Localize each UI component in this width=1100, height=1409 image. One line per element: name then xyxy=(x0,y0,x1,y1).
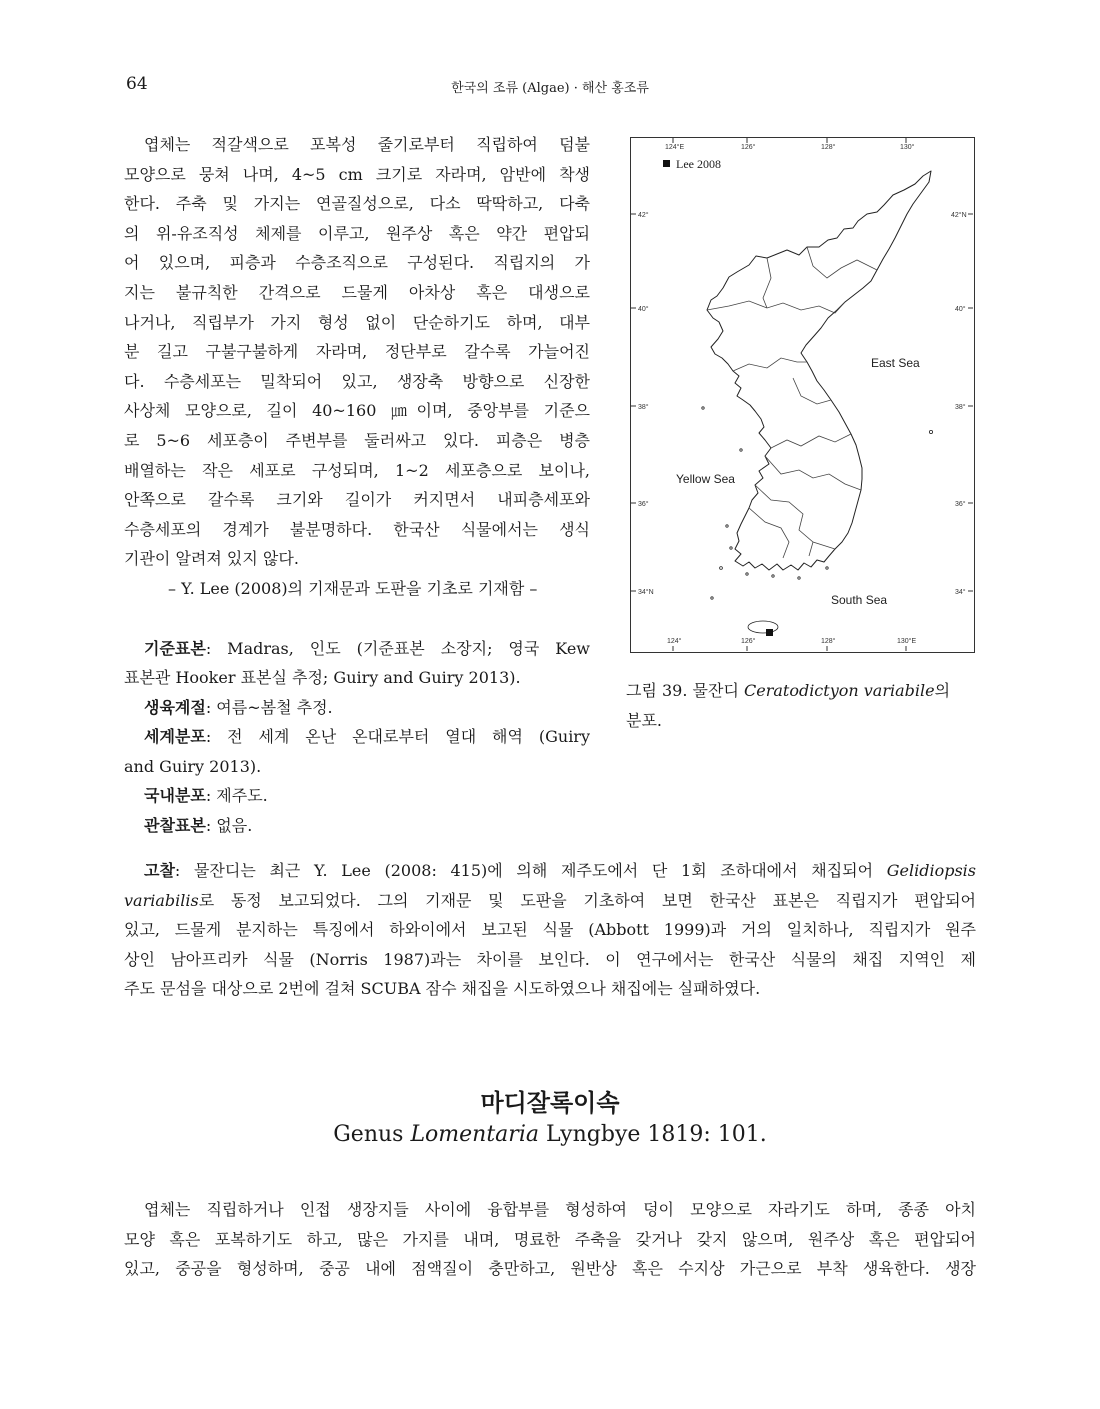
description-line: 로 5~6 세포층이 주변부를 둘러싸고 있다. 피층은 병층 xyxy=(124,430,590,450)
description-line: 다. 수층세포는 밀착되어 있고, 생장축 방향으로 신장한 xyxy=(124,371,590,391)
genus-subtitle: Genus Lomentaria Lyngbye 1819: 101. xyxy=(333,1122,767,1147)
tick-bottom: 130°E xyxy=(897,638,917,645)
remarks-line: variabilis로 동정 보고되었다. 그의 기재문 및 도판을 기초하여 보면 한국산 표본은 직립지가 편압되어 xyxy=(124,890,976,910)
observed-specimens: 관찰표본: 없음. xyxy=(144,816,253,836)
species-description xyxy=(124,130,590,841)
record-marker xyxy=(766,629,773,636)
island xyxy=(748,621,778,633)
boundary-line xyxy=(771,434,851,448)
world-distribution: 세계분포: 전 세계 온난 온대로부터 열대 해역 (Guiry xyxy=(144,727,590,747)
island xyxy=(702,407,704,409)
source-note: – Y. Lee (2008)의 기재문과 도판을 기초로 기재함 – xyxy=(168,578,538,598)
boundary-line xyxy=(807,247,877,278)
boundary-line xyxy=(749,508,789,558)
type-specimen-cont: 표본관 Hooker 표본실 추정; Guiry and Guiry 2013). xyxy=(124,668,521,688)
growth-season: 생육계절: 여름~봄철 추정. xyxy=(144,697,333,717)
observed-specimens-label: 관찰표본 xyxy=(144,816,206,836)
island xyxy=(740,449,742,451)
genus-description-line: 엽체는 직립하거나 인접 생장지들 사이에 융합부를 형성하여 덩이 모양으로 자라기도 하며, 종종 아치 xyxy=(144,1200,976,1219)
tick-top: 130° xyxy=(900,144,915,151)
boundary-line xyxy=(755,485,835,549)
korea-distribution-label: 국내분포 xyxy=(144,786,206,806)
description-line: 수층세포의 경계가 불분명하다. 한국산 식물에서는 생식 xyxy=(124,519,590,539)
tick-left: 36° xyxy=(638,501,649,508)
description-line: 의 위-유조직성 체제를 이루고, 원주상 혹은 약간 편압되 xyxy=(124,223,590,243)
island xyxy=(730,547,732,549)
sea-label-east: East Sea xyxy=(871,356,920,370)
legend-marker xyxy=(663,160,670,167)
tick-left: 42° xyxy=(638,212,649,219)
boundary-line xyxy=(733,358,807,371)
tick-left: 40° xyxy=(638,306,649,313)
tick-right: 34° xyxy=(955,589,966,596)
world-distribution-cont: and Guiry 2013). xyxy=(124,756,262,776)
island xyxy=(746,573,748,575)
remarks-line: 고찰: 물잔디는 최근 Y. Lee (2008: 415)에 의해 제주도에서 단 1회 조하대에서 채집되어 Gelidiopsis xyxy=(144,861,976,880)
boundary-line xyxy=(763,258,771,308)
tick-left: 34°N xyxy=(638,589,654,596)
korea-distribution: 국내분포: 제주도. xyxy=(144,786,268,806)
island xyxy=(826,567,828,569)
sea-label-yellow: Yellow Sea xyxy=(676,472,735,486)
remarks xyxy=(124,856,976,1004)
genus-description xyxy=(124,1195,976,1284)
description-line: 어 있으며, 피층과 수층조직으로 구성된다. 직립지의 가 xyxy=(124,253,590,273)
tick-bottom: 128° xyxy=(821,638,836,645)
tick-bottom: 126° xyxy=(741,638,756,645)
island xyxy=(711,597,713,599)
running-head: 한국의 조류 (Algae) · 해산 홍조류 xyxy=(451,81,649,96)
tick-right: 42°N xyxy=(951,212,967,219)
remarks-line: 주도 문섬을 대상으로 2번에 걸쳐 SCUBA 잠수 채집을 시도하였으나 채집에는 실패하였다. xyxy=(124,979,761,999)
description-line: 모양으로 뭉쳐 나며, 4~5 cm 크기로 자라며, 암반에 착생 xyxy=(124,164,590,184)
island xyxy=(726,525,728,527)
type-specimen: 기준표본: Madras, 인도 (기준표본 소장지; 영국 Kew xyxy=(144,638,590,658)
tick-top: 128° xyxy=(821,144,836,151)
remarks-label: 고찰 xyxy=(144,861,175,880)
description-line: 지는 불규칙한 간격으로 드물게 아차상 혹은 대생으로 xyxy=(124,282,590,302)
description-line: 사상체 모양으로, 길이 40~160 ㎛이며, 중앙부를 기준으 xyxy=(124,401,590,421)
description-line: 엽체는 적갈색으로 포복성 줄기로부터 직립하여 덤불 xyxy=(144,135,590,154)
description-line: 배열하는 작은 세포로 구성되며, 1~2 세포층으로 보이나, xyxy=(124,460,590,480)
sea-label-south: South Sea xyxy=(831,593,888,607)
korea-coastline xyxy=(707,171,931,570)
world-distribution-label: 세계분포 xyxy=(144,727,206,747)
figure-caption: 그림 39. 물잔디 Ceratodictyon variabile의 분포. xyxy=(626,681,951,730)
growth-season-label: 생육계절 xyxy=(144,697,206,717)
island xyxy=(798,577,800,579)
genus-description-line: 있고, 중공을 형성하며, 중공 내에 점액질이 충만하고, 원반상 혹은 수지상 가근으로 부착 생육한다. 생장 xyxy=(124,1259,976,1279)
distribution-map xyxy=(630,137,975,653)
boundary-line xyxy=(707,301,845,313)
description-line: 한다. 주축 및 가지는 연골질성으로, 다소 딱딱하고, 다축 xyxy=(124,194,590,214)
legend-label: Lee 2008 xyxy=(676,157,721,171)
boundary-line xyxy=(809,542,813,556)
genus-description-line: 모양 혹은 포복하기도 하고, 많은 가지를 내며, 명료한 주축을 갖거나 갖지 않으며, 원주상 혹은 편압되어 xyxy=(124,1229,976,1249)
tick-left: 38° xyxy=(638,404,649,411)
type-specimen-label: 기준표본 xyxy=(144,638,206,658)
boundary-line xyxy=(765,456,861,490)
genus-title: 마디잘록이속 xyxy=(480,1088,620,1117)
tick-top: 126° xyxy=(741,144,756,151)
description-line: 기관이 알려져 있지 않다. xyxy=(124,549,299,569)
tick-top: 124°E xyxy=(665,144,685,151)
tick-right: 36° xyxy=(955,501,966,508)
tick-right: 38° xyxy=(955,404,966,411)
remarks-line: 상인 남아프리카 식물 (Norris 1987)과는 차이를 보인다. 이 연구에서는 한국산 식물의 채집 지역인 제 xyxy=(124,949,976,969)
island xyxy=(772,575,774,577)
description-line: 분 길고 구불구불하게 자라며, 정단부로 갈수록 가늘어진 xyxy=(124,342,590,362)
description-line: 나거나, 직립부가 가지 형성 없이 단순하기도 하며, 대부 xyxy=(124,312,590,332)
description-line: 안쪽으로 갈수록 크기와 길이가 커지면서 내피층세포와 xyxy=(124,490,590,510)
island xyxy=(929,430,932,433)
page-number: 64 xyxy=(126,74,148,94)
remarks-line: 있고, 드물게 분지하는 특징에서 하와이에서 보고된 식물 (Abbott 1999)과 거의 일치하나, 직립지가 원주 xyxy=(124,920,976,940)
tick-right: 40° xyxy=(955,306,966,313)
tick-bottom: 124° xyxy=(667,638,682,645)
island xyxy=(720,567,723,570)
